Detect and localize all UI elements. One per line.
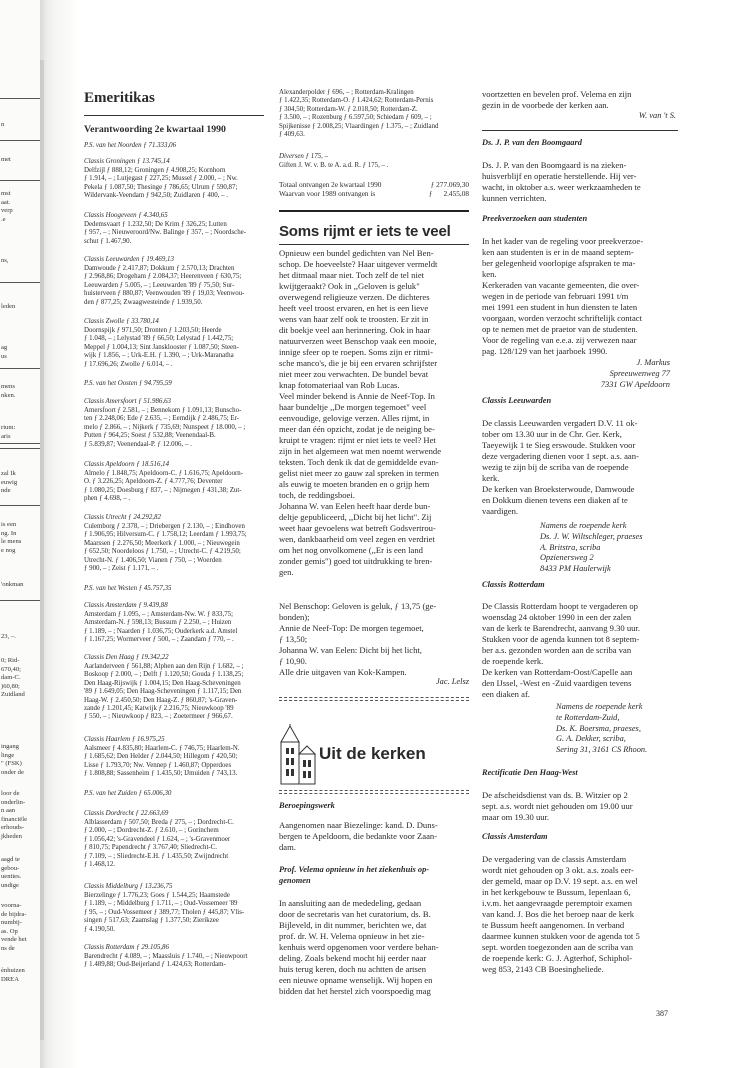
heading-boomgaard: Ds. J. P. van den Boomgaard: [482, 138, 582, 147]
account-heading: P.S. van het Zuiden ƒ 65.006,30: [84, 790, 172, 797]
boomgaard-body: Ds. J. P. van den Boomgaard is na zieken- huisverblijf en operatie herstellende. Hij ver- wacht, in oktober a.s. weer werkzaamheden te kunnen verrichten.: [482, 160, 641, 203]
previous-page-rule: [0, 443, 40, 444]
total-label: Totaal ontvangen 2e kwartaal 1990: [279, 180, 382, 189]
heading-classis-rotterdam: Classis Rotterdam: [482, 580, 545, 589]
account-entries: Culemborg ƒ 2.378, – ; Driebergen ƒ 2.130, – ; Eindhoven ƒ 1.906,95; Hilversum-C. ƒ 1.758,12; Leerdam ƒ 1.993,75; Maarssen ƒ 2.276,50; Meerkerk ƒ 1.000, – ; Nieuwegein ƒ 652,50; Noordeloos ƒ 1.750, – ; Utrecht-C. ƒ 4.219,50; Utrecht-N. ƒ 1.406,50; Vianen ƒ 750, – ; Woerden ƒ 900, – ; Zeist ƒ 1.171, – .: [84, 523, 247, 573]
account-heading: Classis Amersfoort ƒ 51.986,63: [84, 398, 171, 405]
previous-page-rule: [0, 140, 40, 141]
heading-beroepingswerk: Beroepingswerk: [279, 801, 335, 810]
heading-preekverzoeken: Preekverzoeken aan studenten: [482, 214, 588, 223]
previous-page-text-fragment: zal Ik euwig nde: [1, 470, 18, 495]
section-title-emeritikas: Emeritikas: [84, 90, 155, 106]
rotterdam-signature: Namens de roepende kerk te Rotterdam-Zuid, Ds. K. Boersma, praeses, G. A. Dekker, scriba, Sering 31, 3161 CS Rhoon.: [556, 702, 648, 755]
previous-page-rule: [0, 180, 40, 181]
account-entries: Alblasserdam ƒ 507,50; Breda ƒ 275, – ; Dordrecht-C. ƒ 2.000, – ; Dordrecht-Z. ƒ 2.610, – ; Gorinchem ƒ 1.056,42; 's-Gravendeel ƒ 1.624, – ; 's-Gravenmoer ƒ 810,75; Papendrecht ƒ 3.767,40; Sliedrecht-C. ƒ 7.109, – ; Sliedrecht-E.H. ƒ 1.435,50; Zwijndrecht ƒ 1.468,12.: [84, 819, 234, 869]
total-value: ƒ 2.455,08: [428, 189, 469, 198]
beroepingswerk-body: Aangenomen naar Biezelinge: kand. D. Duns- bergen te Apeldoorn, die bedankte voor Zaan- dam.: [279, 820, 438, 852]
dashed-divider: [279, 790, 469, 791]
account-entries: Amsterdam ƒ 1.095, – ; Amsterdam-Nw. W. ƒ 833,75; Amsterdam-N. ƒ 598,13; Bussum ƒ 2.250, – ; Huizen ƒ 1.189, – ; Naarden ƒ 1.036,75; Ouderkerk a.d. Amstel ƒ 1.167,25; Wormerveer ƒ 500, – ; Zaandam ƒ 770, – .: [84, 611, 238, 644]
previous-page-text-fragment: met: [1, 156, 11, 163]
diversen-text: Giften J. W. v. B. te A. a.d. R. ƒ 175, – .: [279, 162, 389, 169]
account-heading: Classis Den Haag ƒ 19.342,22: [84, 654, 169, 661]
previous-page-edge: [0, 0, 40, 1068]
account-heading: Classis Haarlem ƒ 16.975,25: [84, 736, 165, 743]
account-heading: Classis Middelburg ƒ 13.236,75: [84, 883, 173, 890]
previous-page-text-fragment: ns,: [1, 257, 9, 264]
account-heading: P.S. van het Oosten ƒ 94.795,59: [84, 380, 172, 387]
total-label: Waarvan voor 1989 ontvangen is: [279, 189, 376, 198]
account-entries: Barendrecht ƒ 4.089, – ; Maassluis ƒ 1.740, – ; Nieuwpoort ƒ 1.489,88; Oud-Beijerland ƒ 1.424,63; Rotterdam-: [84, 953, 248, 969]
dashed-divider: [279, 793, 469, 794]
previous-page-text-fragment: ènhuizen DREA: [1, 967, 25, 983]
rotterdam-continuation: Alexanderpolder ƒ 696, – ; Rotterdam-Kralingen ƒ 1.422,35; Rotterdam-O. ƒ 1.424,62; Rotterdam-Pernis ƒ 304,50; Rotterdam-W. ƒ 2.018,50; Rotterdam-Z. ƒ 3.500, – ; Rozenburg ƒ 6.597,50; Schiedam ƒ 609, – ; Spijkenisse ƒ 2.008,25; Vlaardingen ƒ 1.375, – ; Zuidland ƒ 409,63.: [279, 89, 439, 139]
previous-page-rule: [0, 98, 40, 99]
diversen-heading: Diversen ƒ 175, –: [279, 153, 328, 160]
section-divider: [482, 130, 678, 131]
previous-page-rule: [0, 600, 40, 601]
church-building-icon: [279, 724, 317, 786]
account-heading: P.S. van het Westen ƒ 45.757,35: [84, 585, 172, 592]
rectificatie-body: De afscheidsdienst van ds. B. Witzier op 2 sept. a.s. wordt niet gehouden om 19.00 uur maar om 19.30 uur.: [482, 790, 633, 822]
account-heading: Classis Hoogeveen ƒ 4.340,65: [84, 212, 168, 219]
dashed-divider: [279, 697, 469, 698]
account-heading: Classis Leeuwarden ƒ 19.469,13: [84, 256, 174, 263]
account-entries: Doornspijk ƒ 971,50; Dronten ƒ 1.203,50; Heerde ƒ 1.048, – ; Lelystad '89 ƒ 66,50; Lelystad ƒ 1.442,75; Meppel ƒ 1.004,13; Sint Jansklooster ƒ 1.087,50; Steen- wijk ƒ 1.856, – ; Urk-E.H. ƒ 1.390, – ; Urk-Maranatha ƒ 17.696,26; Zwolle ƒ 6.014, – .: [84, 327, 239, 368]
account-entries: Damwoude ƒ 2.417,87; Dokkum ƒ 2.570,13; Drachten ƒ 2.968,86; Drogeham ƒ 2.084,37; Heerenveen ƒ 630,75; Leeuwarden ƒ 5.005, – ; Leeuwarden '89 ƒ 75,50; Sur- huisterveen ƒ 880,87; Veenwouden '89 ƒ 19,03; Veenwou- den ƒ 877,25; Zwaagwesteinde ƒ 1.939,50.: [84, 265, 245, 306]
previous-page-text-fragment: mens nken.: [1, 383, 16, 399]
account-entries: Bierzelinge ƒ 1.776,23; Goes ƒ 1.544,25; Haamstede ƒ 1.189, – ; Middelburg ƒ 1.711, – ; Oud-Vossemeer '89 ƒ 95, – ; Oud-Vossemeer ƒ 389,77; Tholen ƒ 445,87; Vlis- singen ƒ 517,63; Zaamslag ƒ 1.377,50; Zierikzee ƒ 4.190,50.: [84, 892, 245, 933]
previous-page-text-fragment: rium: aris: [1, 424, 16, 440]
previous-page-text-fragment: is een ng. In le mens e nog: [1, 521, 22, 554]
section-subtitle: Verantwoording 2e kwartaal 1990: [84, 124, 226, 135]
heading-classis-leeuwarden: Classis Leeuwarden: [482, 396, 552, 405]
account-entries: Aalsmeer ƒ 4.835,80; Haarlem-C. ƒ 746,75; Haarlem-N. ƒ 1.685,62; Den Helder ƒ 2.044,50; Hillegom ƒ 420,50; Lisse ƒ 1.793,70; Nw. Vennep ƒ 1.460,87; Opperdoes ƒ 1.808,88; Sassenheim ƒ 1.435,50; IJmuiden ƒ 743,13.: [84, 745, 240, 778]
previous-page-text-fragment: 'onkman: [1, 581, 24, 588]
account-entries: Dedemsvaart ƒ 1.232,50; De Krim ƒ 326,25; Lutten ƒ 957, – ; Nieuweroord/Nw. Balinge ƒ 357, – ; Noordsche- schut ƒ 1.467,90.: [84, 221, 247, 245]
previous-page-text-fragment: mst aat. verp .e: [1, 190, 13, 223]
total-value: ƒ 277.069,30: [430, 180, 469, 189]
account-heading: Classis Utrecht ƒ 24.292,82: [84, 514, 161, 521]
previous-page-text-fragment: voorna- de bijdra- numbij- as. Op vende het ns de: [1, 902, 27, 952]
account-heading: Classis Rotterdam ƒ 29.105,86: [84, 944, 169, 951]
previous-page-rule: [0, 448, 40, 449]
section-divider: [279, 210, 469, 212]
previous-page-text-fragment: leden: [1, 303, 16, 310]
account-entries: Almelo ƒ 1.848,75; Apeldoorn-C. ƒ 1.616,75; Apeldoorn- O. ƒ 3.226,25; Apeldoorn-Z. ƒ 4.777,76; Deventer ƒ 1.080,25; Doesburg ƒ 837, – ; Nijmegen ƒ 431,38; Zut- phen ƒ 4.698, – .: [84, 470, 244, 503]
previous-page-text-fragment: loor de onderlin- n aan financiële erhouds- jkheden: [1, 790, 27, 840]
section-title-uit-de-kerken: Uit de kerken: [319, 744, 426, 763]
article-title-soms-rijmt: Soms rijmt er iets te veel: [279, 223, 451, 240]
leeuwarden-signature: Namens de roepende kerk Ds. J. W. Wiltschleger, praeses A. Britstra, scriba Opzienersweg 2 8433 PM Haulerwijk: [540, 521, 643, 574]
leeuwarden-body: De classis Leeuwarden vergadert D.V. 11 ok- tober om 13.30 uur in de Chr. Ger. Kerk, Taeyewijk 1 te Sieg erswoude. Stukken voor deze vergadering dienen voor 1 sept. a.s. aan- wezig te zijn bij de scriba van de roepende kerk. De kerken van Broeksterwoude, Damwoude en Dokkum dienen tevens een diaken af te vaardigen.: [482, 418, 639, 516]
previous-page-text-fragment: ag us: [1, 344, 8, 360]
heading-rectificatie: Rectificatie Den Haag-West: [482, 768, 578, 777]
preekverzoeken-body: In het kader van de regeling voor preekverzoe- ken aan studenten is er in de maand septem- ber gelegenheid voorlopige afspraken te ma- ken. Kerkeraden van vacante gemeenten, die over- wegen in de periode van februari 1991 t/m mei 1991 een student in hun diensten te laten voorgaan, worden verzocht schriftelijk contact op te nemen met de praetor van de studenten. Voor de regeling van e.e.a. zij verwezen naar pag. 128/129 van het jaarboek 1990.: [482, 236, 644, 356]
uit-de-kerken-header: [279, 722, 469, 788]
rotterdam-body: De Classis Rotterdam hoopt te vergaderen op woensdag 24 oktober 1990 in een der zalen van de kerk te Barendrecht, aanvang 9.30 uur. Stukken voor de agenda kunnen tot 8 septem- ber a.s. gezonden worden aan de scriba van de roepende kerk. De kerken van Rotterdam-Oost/Capelle aan den IJssel, -West en -Zuid vaardigen tevens een diaken af.: [482, 601, 640, 699]
gutter-shadow: [40, 60, 44, 1040]
account-heading: Classis Zwolle ƒ 33.780,14: [84, 318, 159, 325]
dashed-divider: [279, 700, 469, 701]
account-entries: Aarlanderveen ƒ 561,88; Alphen aan den Rijn ƒ 1.682, – ; Boskoop ƒ 2.000, – ; Delft ƒ 1.120,50; Gouda ƒ 1.138,25; Den Haag-Rijswijk ƒ 1.004,15; Den Haag-Scheveningen '89 ƒ 1.649,05; Den Haag-Scheveningen ƒ 1.117,15; Den Haag-W. ƒ 2.450,50; Den Haag-Z. ƒ 860,87; 's-Graven- zande ƒ 1.201,45; Katwijk ƒ 2.216,75; Nieuwkoop '89 ƒ 550, – ; Nieuwkoop ƒ 823, – ; Zoetermeer ƒ 966,67.: [84, 663, 244, 721]
account-heading: P.S. van het Noorden ƒ 71.333,06: [84, 142, 177, 149]
previous-page-text-fragment: 23, –.: [1, 633, 16, 640]
page-gutter: [40, 0, 76, 1068]
heading-classis-amsterdam: Classis Amsterdam: [482, 832, 548, 841]
account-entries: Amersfoort ƒ 2.581, – ; Bennekom ƒ 1.091,13; Bunscho- ten ƒ 2.248,06; Ede ƒ 2.635, – ; Eemdijk ƒ 2.486,75; Er- melo ƒ 2.866, – ; Nijkerk ƒ 735,69; Nunspeet ƒ 18.000, – ; Putten ƒ 964,25; Soest ƒ 532,88; Veenendaal-B. ƒ 5.839,87; Veenendaal-P. ƒ 12.006, – .: [84, 407, 246, 448]
previous-page-rule: [0, 505, 40, 506]
book-list: Nel Benschop: Geloven is geluk, ƒ 13,75 (ge- bonden); Annie de Neef-Top: De morgen tegemoet, ƒ 13,50; Johanna W. van Eelen: Dicht bij het licht, ƒ 10,90. Alle drie uitgaven van Kok-Kampen.: [279, 601, 437, 677]
previous-page-text-fragment: ingang linge " (FSK) onder de: [1, 743, 24, 776]
previous-page-rule: [0, 368, 40, 369]
previous-page-rule: [0, 282, 40, 283]
heading-prof-velema: Prof. Velema opnieuw in het ziekenhuis op- genomen: [279, 865, 430, 885]
account-entries: Delfzijl ƒ 888,12; Groningen ƒ 4.908,25; Kornhorn ƒ 1.914, – ; Lutjegast ƒ 227,25; Mussel ƒ 2.000, – ; Nw. Pekela ƒ 1.087,50; Thesinge ƒ 786,65; Ulrum ƒ 590,87; Wildervank-Veendam ƒ 942,50; Zuidlaren ƒ 400, – .: [84, 167, 238, 200]
previous-page-text-fragment: aagd te gebou- uenties. undige: [1, 856, 22, 889]
amsterdam-body: De vergadering van de classis Amsterdam wordt niet gehouden op 3 okt. a.s. zoals eer- der gemeld, maar op D.V. 19 sept. a.s. en wel in het kerkgebouw te Bussum, Iepenlaan 6, i.v.m. het aangevraagde peremptoir examen van kand. J. Bos die het beroep naar de kerk te Bussum heeft aangenomen. In verband daarmee kunnen stukken voor de agenda tot 5 sept. worden toegezonden aan de scriba van de roepende kerk: G. J. Agterhof, Schiphol- weg 853, 2143 CB Boesingheliede.: [482, 854, 640, 974]
account-heading: Classis Apeldoorn ƒ 18.516,14: [84, 461, 170, 468]
previous-page-text-fragment: 0; Rid- 670,40; dam-C. )60,80; Zuidland: [1, 657, 25, 699]
account-heading: Classis Amsterdam ƒ 9.439,88: [84, 602, 168, 609]
page-number: 387: [656, 1009, 668, 1018]
account-heading: Classis Dordrecht ƒ 22.663,69: [84, 810, 169, 817]
article-signature: Jac. Lelsz: [435, 677, 469, 686]
article-body-soms-rijmt: Opnieuw een bundel gedichten van Nel Ben- schop. De hoeveelste? Haar uitgever vermeldt het ditmaal maar niet. Toch zelf de tel niet kwijtgeraakt? Ook in ,,Geloven is geluk" overwegend religieuze verzen. De dichteres heeft veel troost ervaren, en het is een lieve wens van haar zelf ook te troosten. Er zit in dit boekje veel aan herinnering. Ook in haar natuurverzen weet Benschop vaak een mooie, innige sfeer op te roepen. Soms zijn er ritmi- sche manco's, die je bij een ervaren schrijfster niet meer zou verwachten. De bundel bevat knap fotomateriaal van Rob Lucas. Veel minder bekend is Annie de Neef-Top. In haar bundeltje ,,De morgen tegemoet" veel eenvoudige, gelovige verzen. Alles rijmt, in meer dan één opzicht, zodat je de neiging be- kruipt te vragen: rijmt er niet iets te veel? Het zijn in het algemeen wat men noemt werwende teksten. Toch denk ik dat de gemiddelde evan- gelist niet meer zo gauw zal spreken in termen als euwig te moeten branden en o grijp hem toch, de reddingsboei. Johanna W. van Eelen heeft haar derde bun- deltje gepubliceerd, ,,Dicht bij het licht". Zij weet haar gevoelens wat betreft Godsvertrou- wen, dankbaarheid om veel zegen en verdriet om het nog onvolkomene (,,Er is een land zonder gemis") goed tot uitdrukking te bren- gen.: [279, 248, 442, 577]
velema-continuation: voortzetten en bevelen prof. Velema en zijn gezin in de voorbede der kerken aan.: [482, 89, 632, 110]
title-underline: [84, 115, 264, 116]
velema-signature: W. van 't S.: [638, 111, 676, 120]
account-heading: Classis Groningen ƒ 13.745,14: [84, 158, 170, 165]
previous-page-text-fragment: n: [1, 121, 5, 128]
velema-body: In aansluiting aan de mededeling, gedaan door de secretaris van het curatorium, ds. B. Bijleveld, in dit nummer, berichten we, dat prof. dr. W. H. Velema opnieuw in het zie- kenhuis werd opgenomen voor verdere behan- deling. Zoals bekend mocht hij eerder naar huis terug keren, doch nu achtten de artsen een nieuwe opname wenselijk. Wij hopen en bidden dat het herstel zich voorspoedig mag: [279, 898, 439, 996]
title-underline: [279, 244, 469, 245]
preekverzoeken-signature: J. Markus Spreeuwenweg 77 7331 GW Apeldoorn: [600, 358, 670, 389]
